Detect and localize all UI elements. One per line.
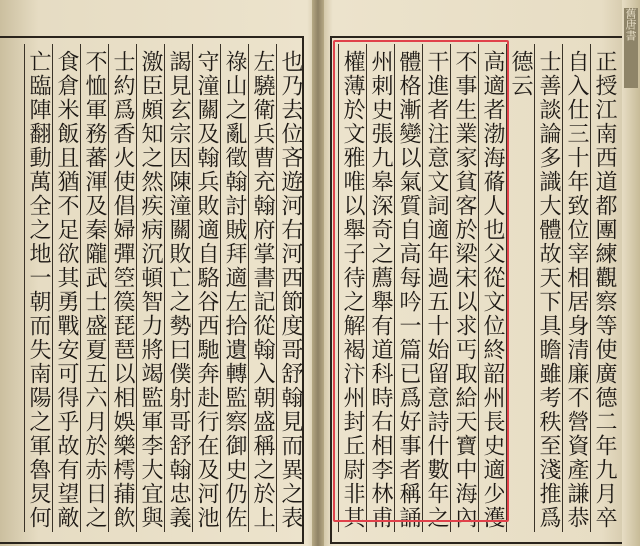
text-column: 謁見玄宗因陳潼關敗亡之勢曰僕射哥舒翰忠義 (164, 44, 192, 532)
text-column: 自入仕三十年致位宰相居身清廉不營資產謙恭 (562, 44, 590, 532)
text-column: 不恤軍務蕃渾及秦隴武士盛夏五六月於赤日之 (80, 44, 108, 532)
text-column: 左驍衛兵曹充翰府掌書記從翰入朝盛稱之於上 (248, 44, 276, 532)
edge-tab: 舊唐書 (624, 8, 638, 88)
text-column: 高適者渤海蓨人也父從文位終韶州長史適少濩 (478, 44, 506, 532)
text-column: 不事生業家貧客於梁宋以求丐取給天寶中海內 (450, 44, 478, 532)
text-column: 激臣頗知之然疾病沉頓智力將竭監軍李大宜與 (136, 44, 164, 532)
text-column: 權薄於文雅唯以舉子待之解褐汴州封丘尉非其 (338, 44, 366, 532)
book-gutter (312, 0, 324, 546)
text-column: 干進者注意文詞適年過五十始留意詩什數年之 (422, 44, 450, 532)
text-column: 體格漸變以氣質自高每吟一篇已爲好事者稱誦 (394, 44, 422, 532)
text-column: 食倉米飯且猶不足欲其勇戰安可得乎故有望敵 (52, 44, 80, 532)
text-column: 亡臨陣翻動萬全之地一朝而失南陽之軍魯炅何 (24, 44, 52, 532)
text-column: 也乃去位吝遊河右河西節度哥舒翰見而異之表 (276, 44, 304, 532)
text-column: 士約爲香火使倡婦彈箜篌琵琶以相娛樂樗蒱飲 (108, 44, 136, 532)
highlight-box (333, 40, 509, 522)
text-column: 德云 (506, 44, 534, 532)
text-column: 士善談論多識大體故天下具瞻雖考秩至淺推爲 (534, 44, 562, 532)
text-column: 州刺史張九皋深奇之薦舉有道科時右相李林甫 (366, 44, 394, 532)
text-column: 祿山之亂徵翰討賊拜適左拾遺轉監察御史仍佐 (220, 44, 248, 532)
text-column: 守潼關及翰兵敗適自駱谷西馳奔赴行在及河池 (192, 44, 220, 532)
page-edge (622, 0, 640, 546)
text-column: 正授江南西道都團練觀察等使廣德二年九月卒 (590, 44, 618, 532)
left-page (0, 22, 312, 536)
